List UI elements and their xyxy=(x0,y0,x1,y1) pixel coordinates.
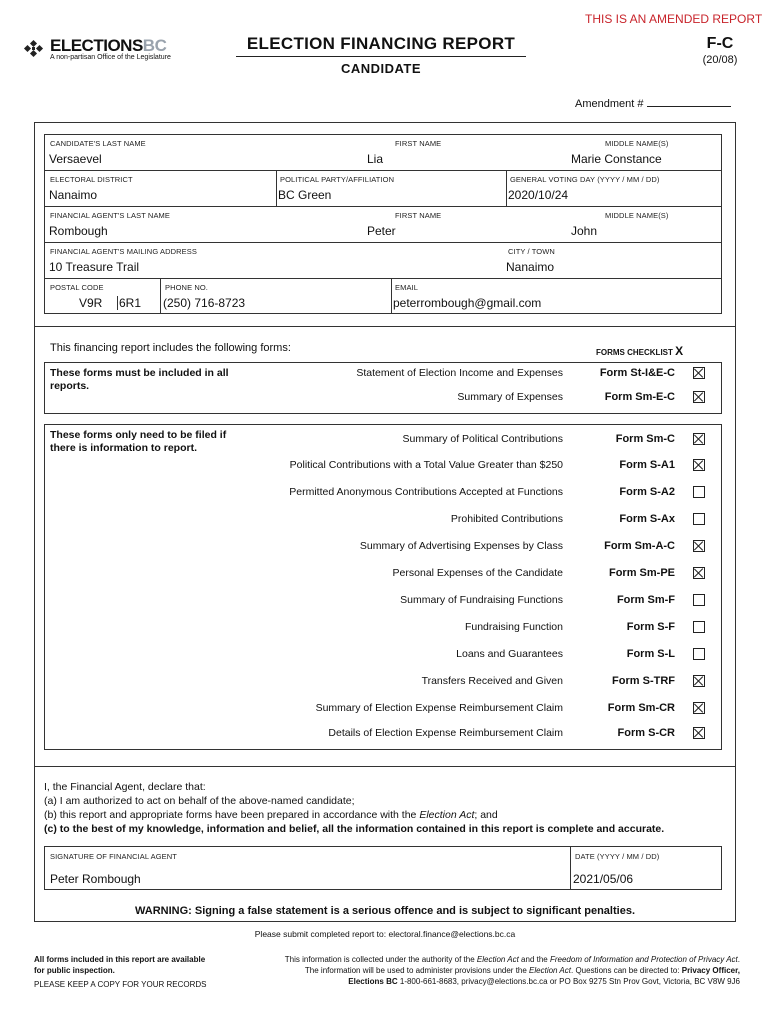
forms-intro: This financing report includes the following forms: xyxy=(50,342,291,354)
amendment-line xyxy=(647,97,731,107)
privacy-line-3 xyxy=(232,976,740,987)
form-checkbox[interactable] xyxy=(693,391,705,403)
checklist-label: FORMS CHECKLIST xyxy=(596,348,673,357)
privacy-text: This information is collected under the authority of the xyxy=(284,955,477,964)
postal-part-a[interactable]: V9R xyxy=(79,296,103,310)
divider xyxy=(391,279,392,314)
form-description: Transfers Received and Given xyxy=(421,675,563,687)
candidate-info-table xyxy=(44,134,722,314)
form-row xyxy=(45,391,721,411)
section-divider xyxy=(34,326,736,327)
agent-first-name[interactable]: Peter xyxy=(367,224,396,238)
voting-day-label: GENERAL VOTING DAY (YYYY / MM / DD) xyxy=(510,175,660,184)
form-row xyxy=(45,702,721,722)
report-subtitle: CANDIDATE xyxy=(340,61,422,76)
public-inspection-note xyxy=(34,954,234,990)
postal-label: POSTAL CODE xyxy=(50,283,104,292)
date-value[interactable]: 2021/05/06 xyxy=(573,872,634,886)
logo-bc-text: BC xyxy=(142,36,167,55)
party-value[interactable]: BC Green xyxy=(278,188,332,202)
logo-main-text: ELECTIONS xyxy=(50,36,143,55)
agent-contact-row xyxy=(45,279,721,314)
date-label: DATE (YYYY / MM / DD) xyxy=(575,852,660,861)
form-code-label: Form Sm-C xyxy=(615,433,675,445)
candidate-first-name[interactable]: Lia xyxy=(367,152,384,166)
candidate-last-name-label: CANDIDATE'S LAST NAME xyxy=(50,139,146,148)
privacy-org: Elections BC xyxy=(348,977,398,986)
form-code-label: Form S-TRF xyxy=(612,675,675,687)
declaration-c: (c) to the best of my knowledge, information and belief, all the information contained in this report is complete and accurate. xyxy=(44,823,665,835)
privacy-text: The information will be used to administer provisions under the xyxy=(304,966,530,975)
declaration-b-end: ; and xyxy=(474,809,498,821)
address-value[interactable]: 10 Treasure Trail xyxy=(49,260,140,274)
logo-subtitle: A non-partisan Office of the Legislature xyxy=(50,54,171,61)
form-row xyxy=(45,727,721,747)
form-row xyxy=(45,621,721,641)
public-note-line-1: All forms included in this report are available xyxy=(34,955,206,964)
amendment-label: Amendment # xyxy=(575,98,644,110)
district-row xyxy=(45,171,721,207)
checklist-mark: X xyxy=(675,344,684,358)
address-label: FINANCIAL AGENT'S MAILING ADDRESS xyxy=(50,247,197,256)
form-checkbox[interactable] xyxy=(693,459,705,471)
form-code-label: Form St-I&E-C xyxy=(599,367,675,379)
privacy-text: . Questions can be directed to: xyxy=(571,966,682,975)
optional-forms-note: These forms only need to be filed if there is information to report. xyxy=(50,429,227,454)
privacy-act: Election Act xyxy=(529,966,571,975)
form-row xyxy=(45,648,721,668)
form-checkbox[interactable] xyxy=(693,567,705,579)
agent-last-name-label: FINANCIAL AGENT'S LAST NAME xyxy=(50,211,170,220)
candidate-middle-name-label: MIDDLE NAME(S) xyxy=(605,139,669,148)
submit-instructions: Please submit completed report to: electoral.finance@elections.bc.ca xyxy=(254,929,516,939)
email-value[interactable]: peterrombough@gmail.com xyxy=(393,296,542,310)
amended-banner: THIS IS AN AMENDED REPORT xyxy=(585,12,763,26)
candidate-first-name-label: FIRST NAME xyxy=(395,139,442,148)
postal-divider xyxy=(117,296,118,310)
form-version: (20/08) xyxy=(702,54,738,66)
privacy-contact: 1-800-661-8683, privacy@elections.bc.ca or PO Box 9275 Stn Prov Govt, Victoria, BC V8W 9J6 xyxy=(397,977,740,986)
divider xyxy=(160,279,161,314)
form-checkbox[interactable] xyxy=(693,540,705,552)
signature-label: SIGNATURE OF FINANCIAL AGENT xyxy=(50,852,177,861)
form-row xyxy=(45,567,721,587)
divider xyxy=(570,847,571,889)
required-forms-box xyxy=(44,362,722,414)
form-description: Prohibited Contributions xyxy=(450,513,563,525)
privacy-act: Freedom of Information and Protection of Privacy Act xyxy=(549,955,738,964)
divider xyxy=(506,171,507,206)
section-divider xyxy=(34,766,736,767)
form-row xyxy=(45,486,721,506)
privacy-act: Election Act xyxy=(476,955,519,964)
privacy-text: . xyxy=(737,955,740,964)
signature-value[interactable]: Peter Rombough xyxy=(50,872,141,886)
form-code-label: Form S-A2 xyxy=(619,486,675,498)
declaration-lead: I, the Financial Agent, declare that: xyxy=(44,781,206,793)
form-row xyxy=(45,513,721,533)
form-description: Details of Election Expense Reimbursement Claim xyxy=(328,727,563,739)
divider xyxy=(276,171,277,206)
district-value[interactable]: Nanaimo xyxy=(49,188,98,202)
form-description: Summary of Election Expense Reimbursement Claim xyxy=(315,702,563,714)
logo-mark-icon xyxy=(22,38,48,60)
postal-part-b[interactable]: 6R1 xyxy=(119,296,142,310)
form-description: Loans and Guarantees xyxy=(456,648,563,660)
report-title: ELECTION FINANCING REPORT xyxy=(236,34,526,57)
form-row xyxy=(45,367,721,387)
form-checkbox[interactable] xyxy=(693,594,705,606)
email-label: EMAIL xyxy=(395,283,419,292)
party-label: POLITICAL PARTY/AFFILIATION xyxy=(280,175,395,184)
form-checkbox[interactable] xyxy=(693,433,705,445)
form-checkbox[interactable] xyxy=(693,513,705,525)
form-code-label: Form S-Ax xyxy=(619,513,675,525)
phone-label: PHONE NO. xyxy=(165,283,208,292)
privacy-notice xyxy=(232,954,740,987)
agent-name-row xyxy=(45,207,721,243)
optional-forms-box xyxy=(44,424,722,750)
privacy-officer: Privacy Officer, xyxy=(681,966,740,975)
form-checkbox[interactable] xyxy=(693,675,705,687)
form-description: Political Contributions with a Total Value Greater than $250 xyxy=(289,459,563,471)
privacy-text: and the xyxy=(518,955,550,964)
form-code-label: Form Sm-A-C xyxy=(604,540,675,552)
form-description: Summary of Fundraising Functions xyxy=(400,594,563,606)
declaration-b xyxy=(44,808,724,822)
form-description: Summary of Advertising Expenses by Class xyxy=(359,540,563,552)
form-checkbox[interactable] xyxy=(693,702,705,714)
agent-first-name-label: FIRST NAME xyxy=(395,211,442,220)
agent-address-row xyxy=(45,243,721,279)
form-description: Summary of Expenses xyxy=(457,391,563,403)
agent-last-name[interactable]: Rombough xyxy=(49,224,108,238)
city-label: CITY / TOWN xyxy=(508,247,555,256)
form-row xyxy=(45,675,721,695)
candidate-middle-name[interactable]: Marie Constance xyxy=(571,152,662,166)
elections-bc-logo xyxy=(22,36,192,68)
form-code-label: Form S-CR xyxy=(617,727,675,739)
form-description: Fundraising Function xyxy=(464,621,563,633)
privacy-line-2 xyxy=(232,965,740,976)
form-description: Statement of Election Income and Expenses xyxy=(356,367,563,379)
form-code-label: Form S-F xyxy=(626,621,675,633)
form-description: Personal Expenses of the Candidate xyxy=(392,567,563,579)
privacy-line-1 xyxy=(232,954,740,965)
candidate-last-name[interactable]: Versaevel xyxy=(49,152,102,166)
declaration-b-act: Election Act xyxy=(419,809,475,821)
form-row xyxy=(45,540,721,560)
form-checkbox[interactable] xyxy=(693,648,705,660)
declaration-a: (a) I am authorized to act on behalf of the above-named candidate; xyxy=(44,795,355,807)
form-code-label: Form Sm-CR xyxy=(607,702,675,714)
required-forms-note: These forms must be included in all reports. xyxy=(50,367,229,392)
agent-middle-name[interactable]: John xyxy=(571,224,598,238)
candidate-name-row xyxy=(45,135,721,171)
form-code-label: Form Sm-F xyxy=(616,594,675,606)
amendment-number-field[interactable] xyxy=(575,97,731,110)
form-checkbox[interactable] xyxy=(693,727,705,739)
form-row xyxy=(45,459,721,479)
forms-checklist-header xyxy=(596,344,683,358)
form-code-label: Form Sm-PE xyxy=(608,567,675,579)
district-label: ELECTORAL DISTRICT xyxy=(50,175,133,184)
keep-copy-note: PLEASE KEEP A COPY FOR YOUR RECORDS xyxy=(34,980,207,989)
form-code-label: Form S-L xyxy=(626,648,675,660)
form-code-label: Form Sm-E-C xyxy=(604,391,675,403)
signature-table xyxy=(44,846,722,890)
phone-value[interactable]: (250) 716-8723 xyxy=(163,296,246,310)
form-row xyxy=(45,594,721,614)
form-description: Permitted Anonymous Contributions Accepted at Functions xyxy=(289,486,563,498)
form-checkbox[interactable] xyxy=(693,367,705,379)
declaration xyxy=(44,780,724,836)
form-row xyxy=(45,433,721,453)
form-checkbox[interactable] xyxy=(693,621,705,633)
form-checkbox[interactable] xyxy=(693,486,705,498)
voting-day-value[interactable]: 2020/10/24 xyxy=(508,188,569,202)
declaration-b-text: (b) this report and appropriate forms have been prepared in accordance with the xyxy=(44,809,420,821)
city-value[interactable]: Nanaimo xyxy=(506,260,555,274)
form-description: Summary of Political Contributions xyxy=(402,433,563,445)
agent-middle-name-label: MIDDLE NAME(S) xyxy=(605,211,669,220)
form-code-label: Form S-A1 xyxy=(619,459,675,471)
warning-text: WARNING: Signing a false statement is a serious offence and is subject to significant penalties. xyxy=(135,905,635,917)
form-code: F-C xyxy=(706,35,734,52)
public-note-line-2: for public inspection. xyxy=(34,966,115,975)
